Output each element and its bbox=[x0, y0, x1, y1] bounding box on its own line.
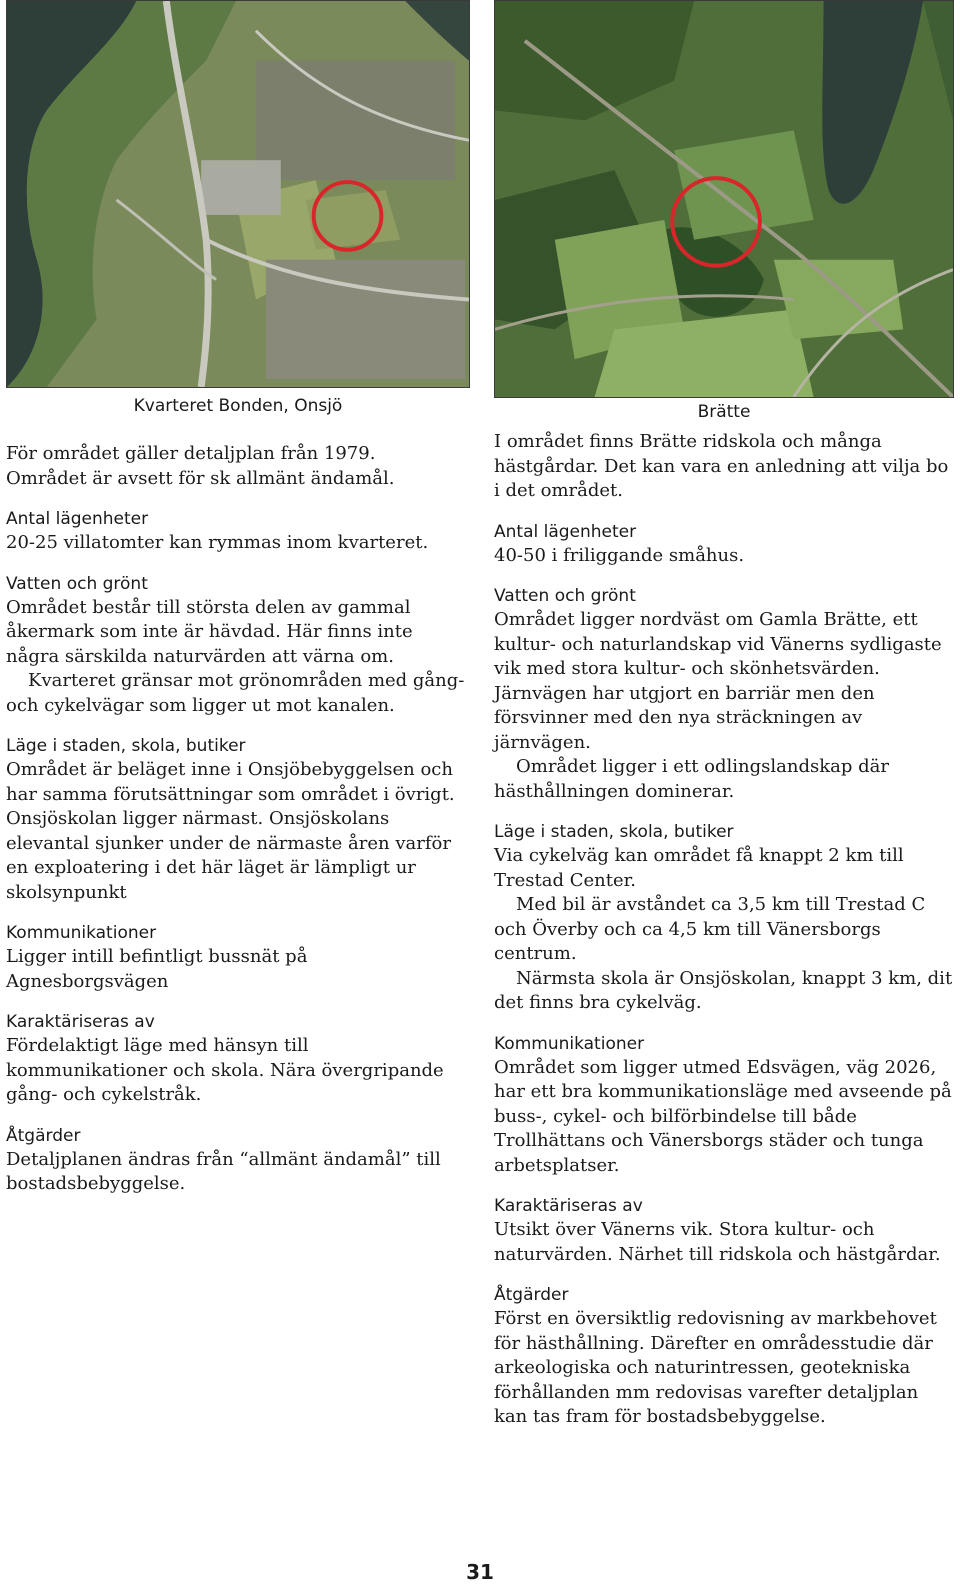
photo-caption: Brätte bbox=[697, 402, 751, 422]
section-atgarder bbox=[494, 1285, 954, 1430]
section-text: Utsikt över Vänerns vik. Stora kultur- och naturvärden. Närhet till ridskola och hästgårdar. bbox=[494, 1219, 941, 1265]
section-lage-i-staden bbox=[494, 822, 954, 1016]
section-karakteriseras-av bbox=[494, 1196, 954, 1267]
section-vatten-och-gront bbox=[494, 586, 954, 804]
aerial-photo-bratte bbox=[494, 0, 954, 398]
section-text: Kvarteret gränsar mot grönområden med gång- och cykelvägar som ligger ut mot kanalen. bbox=[6, 670, 465, 716]
section-heading: Karaktäriseras av bbox=[6, 1012, 155, 1032]
aerial-photo-onsjo bbox=[6, 0, 470, 388]
section-text: Området som ligger utmed Edsvägen, väg 2026, har ett bra kommunikationsläge med avseende på buss-, cykel- och bilförbindelse till både Trollhättans och Vänersborgs städer och tunga arbetsplatser. bbox=[494, 1056, 952, 1176]
section-heading: Karaktäriseras av bbox=[494, 1196, 643, 1216]
section-kommunikationer bbox=[494, 1034, 954, 1179]
left-column bbox=[6, 0, 470, 1197]
section-heading: Antal lägenheter bbox=[6, 509, 149, 529]
section-heading: Kommunikationer bbox=[494, 1033, 645, 1054]
intro-line: För området gäller detaljplan från 1979. bbox=[6, 443, 376, 464]
section-text: 40-50 i friliggande småhus. bbox=[494, 544, 745, 566]
section-text: Området består till största delen av gammal åkermark som inte är hävdad. Här finns inte några särskilda naturvärden att värna om. bbox=[6, 596, 413, 667]
section-text: 20-25 villatomter kan rymmas inom kvarteret. bbox=[6, 532, 429, 553]
section-karakteriseras-av bbox=[6, 1012, 470, 1108]
section-text: Området ligger nordväst om Gamla Brätte, ett kultur- och naturlandskap vid Vänerns sydligaste vik med stora kultur- och skönhetsvärden. Järnvägen har utgjort en barriär men den försvinner med den nya sträckningen av järnvägen. bbox=[494, 609, 942, 753]
photo-caption: Kvarteret Bonden, Onsjö bbox=[133, 396, 343, 416]
section-heading: Vatten och grönt bbox=[494, 586, 636, 606]
section-heading: Vatten och grönt bbox=[6, 573, 148, 594]
right-column bbox=[494, 0, 954, 1430]
section-heading: Läge i staden, skola, butiker bbox=[494, 822, 734, 842]
section-text: Fördelaktigt läge med hänsyn till kommunikationer och skola. Nära övergripande gång- och cykelstråk. bbox=[6, 1035, 444, 1105]
section-lage-i-staden bbox=[6, 736, 470, 905]
section-text: Ligger intill befintligt bussnät på Agnesborgsvägen bbox=[6, 946, 308, 992]
section-text: Området är beläget inne i Onsjöbebyggelsen och har samma förutsättningar som området i övrigt. Onsjöskolan ligger närmast. Onsjöskolans elevantal sjunker under de närmaste åren varför en exploatering i det här läget är lämpligt ur skolsynpunkt bbox=[6, 759, 455, 903]
intro-line: Området är avsett för sk allmänt ändamål. bbox=[6, 467, 395, 489]
section-antal-lagenheter bbox=[6, 509, 470, 556]
section-text: Först en översiktlig redovisning av markbehovet för hästhållning. Därefter en områdesstudie där arkeologiska och naturintressen, geotekniska förhållanden mm redovisas varefter detaljplan kan tas fram för bostadsbebyggelse. bbox=[494, 1308, 937, 1427]
intro-line: I området finns Brätte ridskola och många hästgårdar. Det kan vara en anledning att vilja bo i det området. bbox=[494, 431, 949, 501]
intro-block bbox=[6, 442, 470, 491]
section-heading: Kommunikationer bbox=[6, 923, 157, 943]
intro-block bbox=[494, 430, 954, 504]
section-vatten-och-gront bbox=[6, 574, 470, 719]
section-text: Detaljplanen ändras från “allmänt ändamål” till bostadsbebyggelse. bbox=[6, 1148, 441, 1194]
section-heading: Åtgärder bbox=[494, 1285, 569, 1305]
section-heading: Åtgärder bbox=[6, 1125, 81, 1146]
section-text: Med bil är avståndet ca 3,5 km till Trestad C och Överby och ca 4,5 km till Vänersborgs centrum. bbox=[494, 894, 926, 964]
section-text: Området ligger i ett odlingslandskap där hästhållningen dominerar. bbox=[494, 756, 889, 802]
section-antal-lagenheter bbox=[494, 522, 954, 569]
section-text: Närmsta skola är Onsjöskolan, knappt 3 km, dit det finns bra cykelväg. bbox=[494, 967, 953, 1013]
section-kommunikationer bbox=[6, 923, 470, 994]
section-atgarder bbox=[6, 1126, 470, 1197]
section-heading: Läge i staden, skola, butiker bbox=[6, 736, 246, 756]
page-number: 31 bbox=[466, 1560, 494, 1584]
section-heading: Antal lägenheter bbox=[494, 521, 637, 542]
section-text: Via cykelväg kan området få knappt 2 km till Trestad Center. bbox=[494, 845, 904, 891]
